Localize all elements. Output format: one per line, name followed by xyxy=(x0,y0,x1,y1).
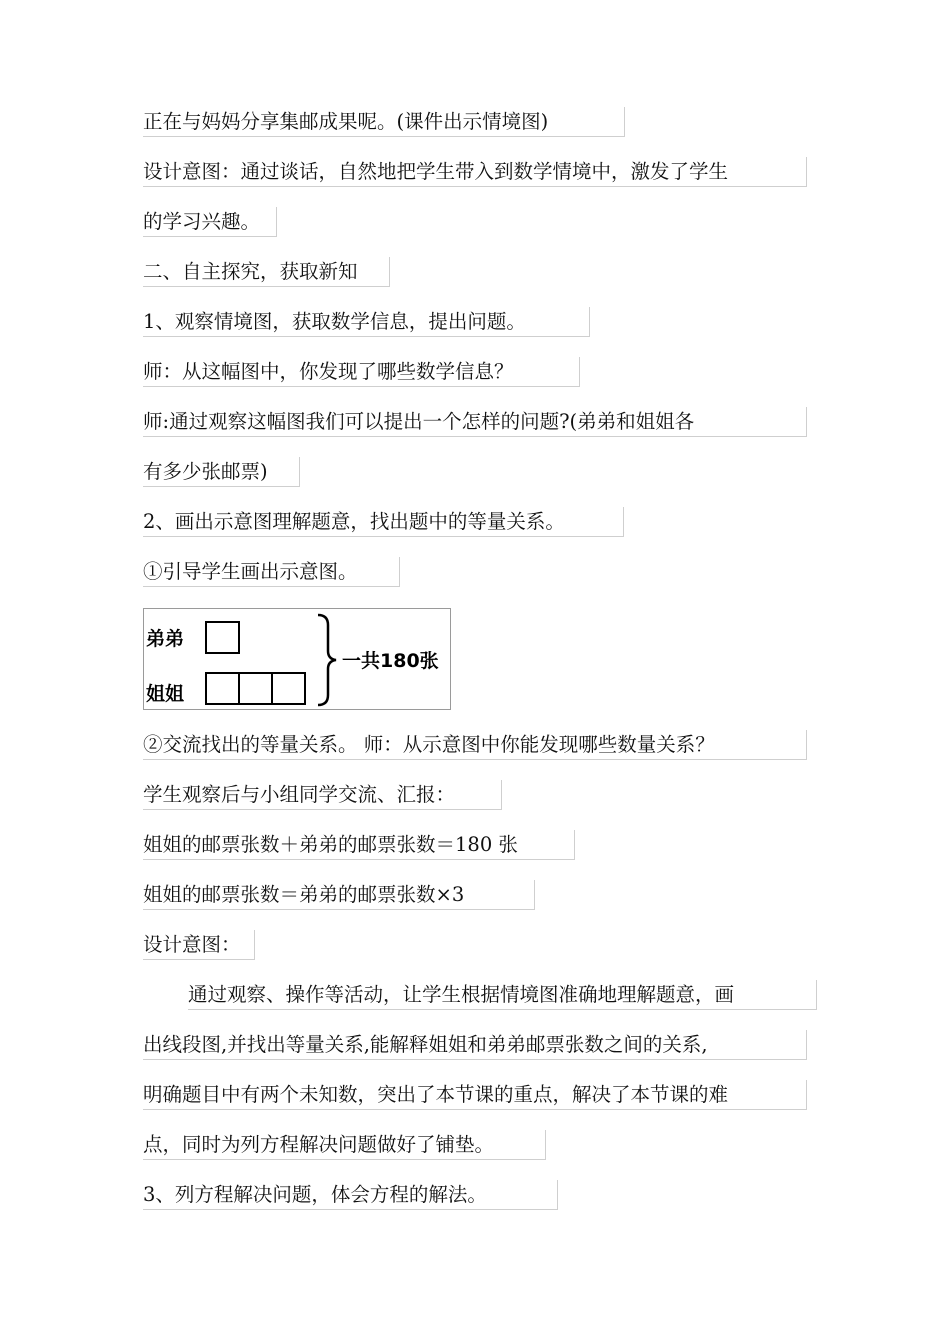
brace-icon xyxy=(318,615,336,705)
text-line: ①引导学生画出示意图。 xyxy=(143,557,400,587)
text-line: ②交流找出的等量关系。 师：从示意图中你能发现哪些数量关系？ xyxy=(143,730,807,760)
text-line: 师：从这幅图中，你发现了哪些数学信息？ xyxy=(143,357,580,387)
sister-label: 姐姐 xyxy=(146,683,185,705)
sister-unit-box xyxy=(272,673,305,704)
text-line: 设计意图：通过谈话，自然地把学生带入到数学情境中，激发了学生 xyxy=(143,157,807,187)
brother-label: 弟弟 xyxy=(146,628,185,650)
text-line: 正在与妈妈分享集邮成果呢。(课件出示情境图) xyxy=(143,107,625,137)
text-line: 师:通过观察这幅图我们可以提出一个怎样的问题?(弟弟和姐姐各 xyxy=(143,407,807,437)
equation-line: 姐姐的邮票张数＋弟弟的邮票张数＝180 张 xyxy=(143,830,575,860)
text-line: 通过观察、操作等活动，让学生根据情境图准确地理解题意，画 xyxy=(188,980,817,1010)
brother-unit-box xyxy=(206,622,239,653)
text-line: 设计意图： xyxy=(143,930,255,960)
sister-unit-box xyxy=(206,673,239,704)
text-line: 有多少张邮票) xyxy=(143,457,300,487)
text-line: 2、画出示意图理解题意，找出题中的等量关系。 xyxy=(143,507,624,537)
text-line: 的学习兴趣。 xyxy=(143,207,277,237)
text-line: 3、列方程解决问题，体会方程的解法。 xyxy=(143,1180,558,1210)
text-line: 学生观察后与小组同学交流、汇报： xyxy=(143,780,502,810)
sister-unit-box xyxy=(239,673,272,704)
text-line: 出线段图,并找出等量关系,能解释姐姐和弟弟邮票张数之间的关系, xyxy=(143,1030,807,1060)
text-line: 点，同时为列方程解决问题做好了铺垫。 xyxy=(143,1130,546,1160)
text-line: 1、观察情境图，获取数学信息，提出问题。 xyxy=(143,307,590,337)
section-heading: 二、自主探究，获取新知 xyxy=(143,257,390,287)
equation-line: 姐姐的邮票张数＝弟弟的邮票张数×3 xyxy=(143,880,535,910)
total-label: 一共180张 xyxy=(342,650,439,672)
text-line: 明确题目中有两个未知数，突出了本节课的重点，解决了本节课的难 xyxy=(143,1080,807,1110)
schematic-diagram xyxy=(143,608,451,710)
